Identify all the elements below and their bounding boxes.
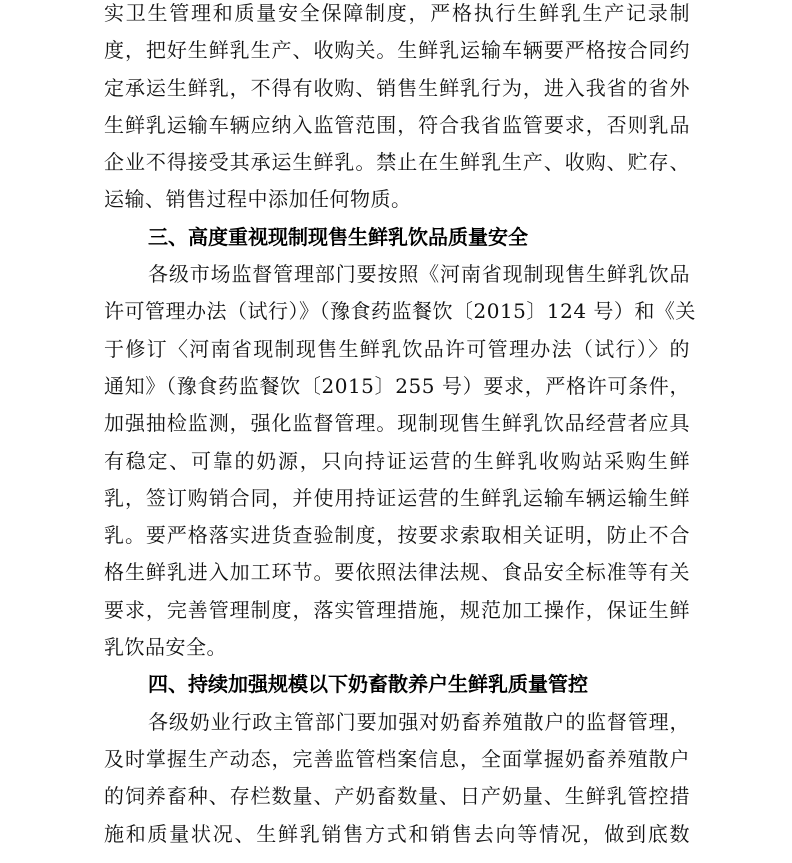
paragraph-1-line: 生鲜乳运输车辆应纳入监管范围，符合我省监管要求，否则乳品 bbox=[104, 112, 690, 137]
paragraph-2-line: 格生鲜乳进入加工环节。要依照法律法规、食品安全标准等有关 bbox=[104, 560, 690, 585]
paragraph-1-line: 实卫生管理和质量安全保障制度，严格执行生鲜乳生产记录制 bbox=[104, 1, 690, 25]
paragraph-1-line: 度，把好生鲜乳生产、收购关。生鲜乳运输车辆要严格按合同约 bbox=[104, 38, 690, 63]
section-heading-3: 三、高度重视现制现售生鲜乳饮品质量安全 bbox=[148, 224, 528, 249]
paragraph-2-line: 加强抽检监测，强化监督管理。现制现售生鲜乳饮品经营者应具 bbox=[104, 411, 690, 436]
paragraph-2-line: 乳，签订购销合同，并使用持证运营的生鲜乳运输车辆运输生鲜 bbox=[104, 485, 690, 510]
paragraph-2-line: 乳饮品安全。 bbox=[104, 635, 227, 660]
section-heading-4: 四、持续加强规模以下奶畜散养户生鲜乳质量管控 bbox=[148, 672, 588, 697]
paragraph-2-line: 乳。要严格落实进货查验制度，按要求索取相关证明，防止不合 bbox=[104, 523, 690, 548]
paragraph-1-line: 企业不得接受其承运生鲜乳。禁止在生鲜乳生产、收购、贮存、 bbox=[104, 150, 690, 175]
paragraph-1-line: 运输、销售过程中添加任何物质。 bbox=[104, 187, 412, 212]
paragraph-2-line: 各级市场监督管理部门要按照《河南省现制现售生鲜乳饮品 bbox=[148, 262, 690, 287]
paragraph-2-line: 通知》（豫食药监餐饮〔2015〕255 号）要求，严格许可条件， bbox=[104, 373, 690, 398]
paragraph-3-line: 各级奶业行政主管部门要加强对奶畜养殖散户的监督管理， bbox=[148, 709, 690, 734]
paragraph-2-line: 许可管理办法（试行）》（豫食药监餐饮〔2015〕124 号）和《关 bbox=[104, 299, 696, 324]
paragraph-3-line: 及时掌握生产动态，完善监管档案信息，全面掌握奶畜养殖散户 bbox=[104, 746, 690, 771]
paragraph-2-line: 有稳定、可靠的奶源，只向持证运营的生鲜乳收购站采购生鲜 bbox=[104, 448, 690, 473]
paragraph-3-line: 的饲养畜种、存栏数量、产奶畜数量、日产奶量、生鲜乳管控措 bbox=[104, 784, 690, 809]
paragraph-2-line: 于修订〈河南省现制现售生鲜乳饮品许可管理办法（试行）〉的 bbox=[104, 336, 690, 361]
paragraph-3-line: 施和质量状况、生鲜乳销售方式和销售去向等情况，做到底数 bbox=[104, 821, 690, 846]
document-page bbox=[104, 0, 696, 853]
paragraph-1-line: 定承运生鲜乳，不得有收购、销售生鲜乳行为，进入我省的省外 bbox=[104, 75, 690, 100]
paragraph-2-line: 要求，完善管理制度，落实管理措施，规范加工操作，保证生鲜 bbox=[104, 597, 690, 622]
